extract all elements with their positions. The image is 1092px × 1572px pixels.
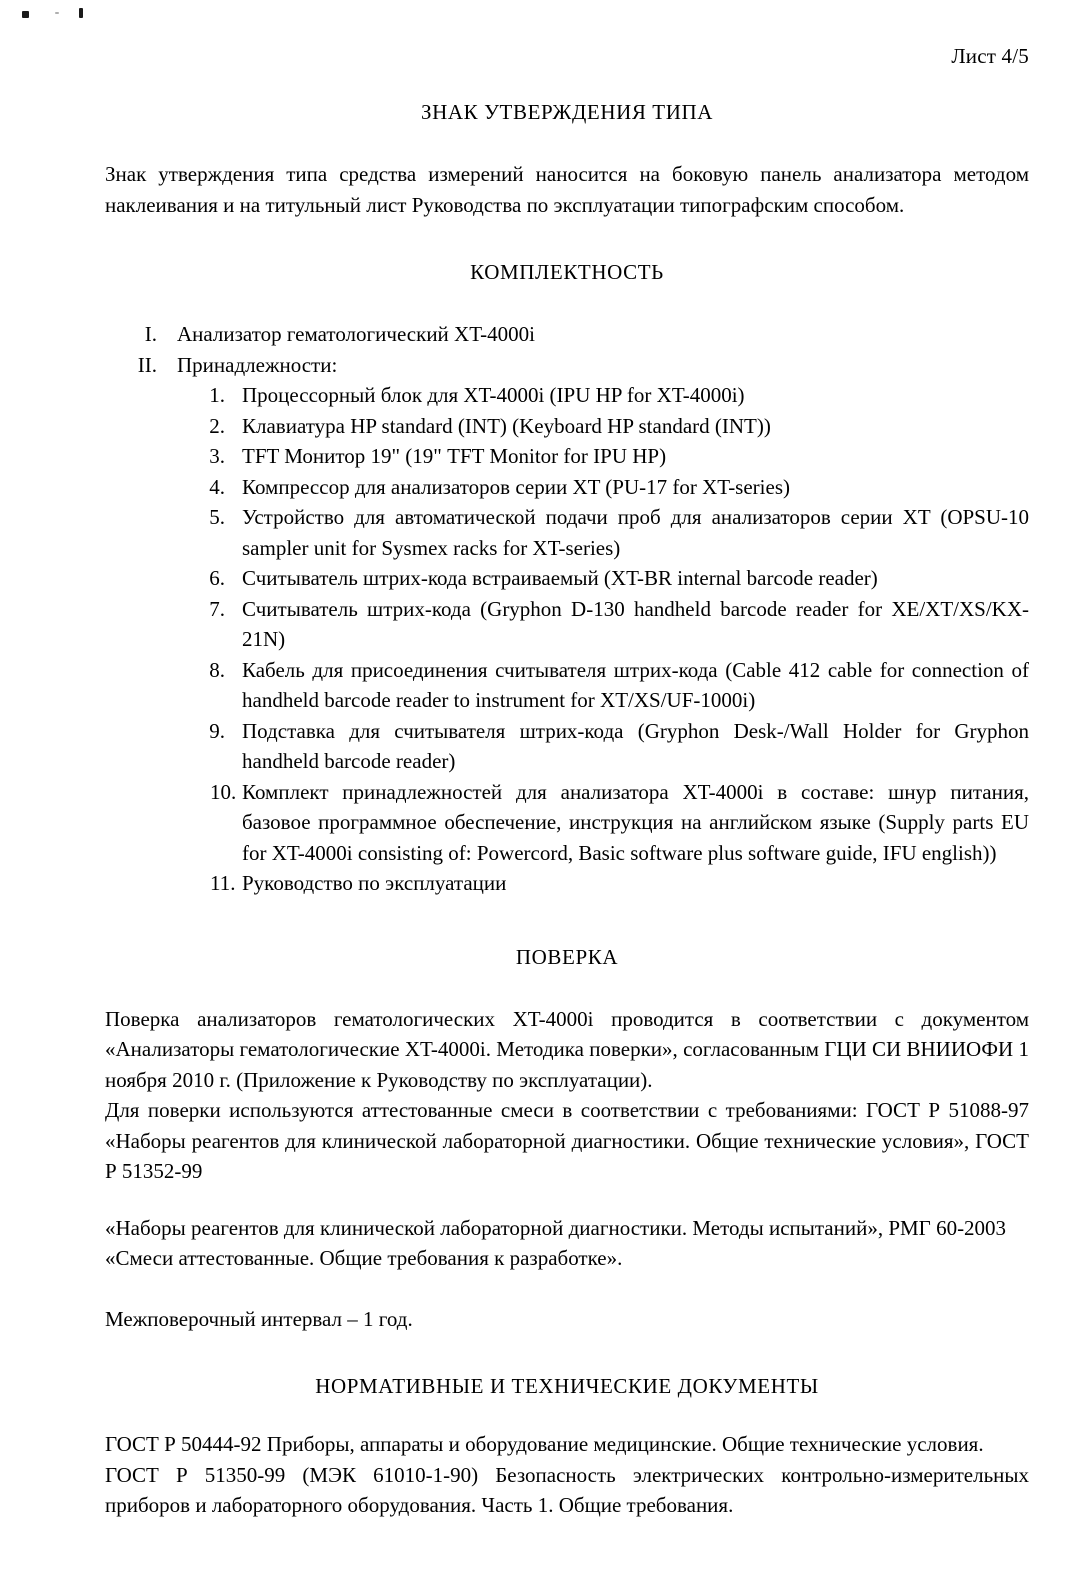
list-marker: 3. [209, 444, 225, 468]
list-item-label: Кабель для присоединения считывателя штрих-кода (Cable 412 cable for connection of handheld barcode reader to instrument for XT/XS/UF-1000i) [242, 657, 1029, 712]
section-heading-verification: ПОВЕРКА [515, 944, 619, 969]
list-item-label: Комплект принадлежностей для анализатора XT-4000i в составе: шнур питания, базовое программное обеспечение, инструкция на английском языке (Supply parts EU for XT-4000i consisting of: Powercord, Basic software plus software guide, IFU english)) [242, 779, 1029, 865]
list-item-label: Считыватель штрих-кода (Gryphon D-130 handheld barcode reader for XE/XT/XS/KX-21N) [242, 596, 1029, 651]
paragraph-gost-50444-92: ГОСТ Р 50444-92 Приборы, аппараты и оборудование медицинские. Общие технические условия. [105, 1432, 984, 1456]
list-item [105, 380, 1029, 411]
section-heading-completeness: КОМПЛЕКТНОСТЬ [470, 260, 664, 284]
list-marker: 8. [209, 657, 225, 682]
paragraph-gost-51350-99: ГОСТ Р 51350-99 (МЭК 61010-1-90) Безопасность электрических контрольно-измерительных приборов и лабораторного оборудования. Часть 1. Общие требования. [105, 1462, 1029, 1517]
list-item [105, 319, 1029, 350]
paragraph-verification-procedure: Поверка анализаторов гематологических XT-4000i проводится в соответствии с документом «Анализаторы гематологические XT-4000i. Методика поверки», согласованным ГЦИ СИ ВНИИОФИ 1 ноября 2010 г. (Приложение к Руководству по эксплуатации). [105, 1006, 1029, 1092]
list-item [105, 472, 1029, 503]
list-item [105, 868, 1029, 899]
completeness-roman-list [105, 319, 1029, 380]
list-item-label: Руководство по эксплуатации [242, 871, 507, 895]
list-item-label: Устройство для автоматической подачи проб для анализаторов серии XT (OPSU-10 sampler unit for Sysmex racks for XT-series) [242, 505, 1029, 560]
list-marker: 1. [209, 383, 225, 407]
list-item [105, 563, 1029, 594]
list-item-label: Анализатор гематологический XT-4000i [177, 322, 535, 346]
scan-speckle-artifact [22, 11, 29, 18]
paragraph-type-approval-mark: Знак утверждения типа средства измерений наносится на боковую панель анализатора методом наклеивания и на титульный лист Руководства по эксплуатации типографским способом. [105, 162, 1029, 217]
list-marker: 4. [209, 474, 225, 499]
paragraph-verification-interval: Межповерочный интервал – 1 год. [105, 1306, 413, 1331]
page-header-sheet-number: Лист 4/5 [951, 44, 1029, 68]
list-marker: I. [144, 322, 157, 346]
list-marker: 5. [209, 505, 225, 529]
list-marker: 10. [210, 779, 237, 804]
list-item [105, 411, 1029, 442]
paragraph-verification-mixtures: Для поверки используются аттестованные смеси в соответствии с требованиями: ГОСТ Р 51088-97 «Наборы реагентов для клинической лабораторной диагностики. Общие технические условия», ГОСТ Р 51352-99 [105, 1098, 1029, 1183]
list-item [105, 441, 1029, 472]
accessories-numbered-list [105, 380, 1029, 899]
list-item [105, 777, 1029, 869]
list-item-label: TFT Монитор 19" (19" TFT Monitor for IPU HP) [242, 444, 667, 468]
list-item-label: Считыватель штрих-кода встраиваемый (XT-BR internal barcode reader) [242, 566, 878, 590]
list-item [105, 594, 1029, 655]
list-item-label: Принадлежности: [177, 352, 338, 377]
list-item [105, 350, 1029, 381]
list-item-label: Процессорный блок для XT-4000i (IPU HP for XT-4000i) [242, 383, 745, 407]
list-item [105, 502, 1029, 563]
list-marker: 11. [210, 871, 236, 895]
list-item [105, 716, 1029, 777]
list-item-label: Компрессор для анализаторов серии XT (PU-17 for XT-series) [242, 474, 790, 499]
section-heading-type-approval-mark: ЗНАК УТВЕРЖДЕНИЯ ТИПА [420, 100, 714, 124]
list-item [105, 655, 1029, 716]
section-heading-normative-documents: НОРМАТИВНЫЕ И ТЕХНИЧЕСКИЕ ДОКУМЕНТЫ [315, 1374, 819, 1398]
list-item-label: Подставка для считывателя штрих-кода (Gryphon Desk-/Wall Holder for Gryphon handheld barcode reader) [242, 718, 1029, 773]
list-marker: 7. [209, 596, 225, 621]
document-body [105, 100, 1029, 1521]
list-marker: 9. [209, 718, 225, 743]
scan-speckle-artifact [55, 12, 59, 14]
paragraph-verification-test-methods: «Наборы реагентов для клинической лабораторной диагностики. Методы испытаний», РМГ 60-2003 «Смеси аттестованные. Общие требования к разработке». [105, 1215, 1007, 1270]
scan-speckle-artifact [79, 8, 83, 18]
list-marker: 6. [209, 566, 225, 590]
list-marker: II. [137, 352, 157, 377]
list-item-label: Клавиатура HP standard (INT) (Keyboard HP standard (INT)) [242, 413, 771, 438]
list-marker: 2. [209, 413, 225, 438]
